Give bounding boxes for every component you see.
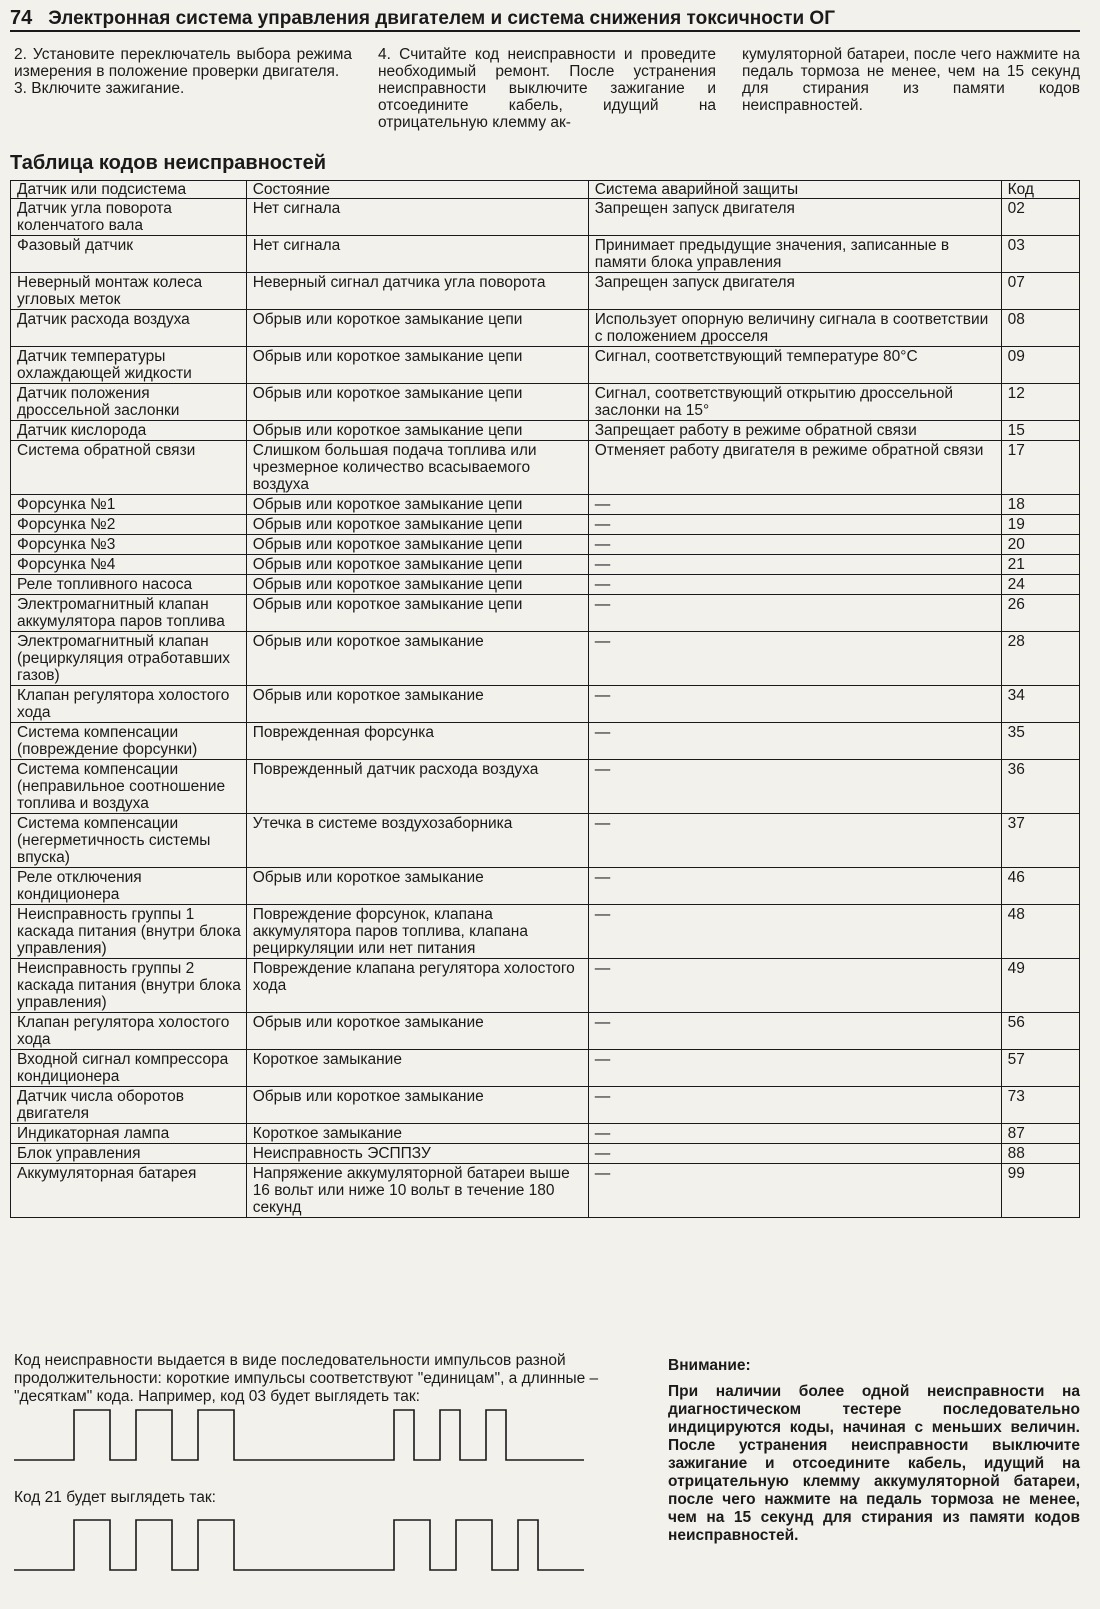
cell-protection: Запрещает работу в режиме обратной связи	[588, 421, 1001, 441]
cell-state: Обрыв или короткое замыкание цепи	[246, 495, 588, 515]
attention-note	[668, 1357, 1080, 1545]
cell-sensor: Датчик положения дроссельной заслонки	[11, 384, 247, 421]
page-number: 74	[10, 7, 33, 29]
cell-code: 09	[1001, 347, 1079, 384]
cell-protection: Использует опорную величину сигнала в соответствии с положением дросселя	[588, 310, 1001, 347]
cell-state: Неверный сигнал датчика угла поворота	[246, 273, 588, 310]
cell-state: Обрыв или короткое замыкание цепи	[246, 555, 588, 575]
cell-code: 56	[1001, 1013, 1079, 1050]
cell-state: Обрыв или короткое замыкание	[246, 632, 588, 686]
cell-state: Повреждение клапана регулятора холостого хода	[246, 959, 588, 1013]
cell-protection: —	[588, 814, 1001, 868]
cell-code: 37	[1001, 814, 1079, 868]
table-row	[11, 384, 1080, 421]
cell-sensor: Датчик расхода воздуха	[11, 310, 247, 347]
table-row	[11, 236, 1080, 273]
cell-protection: —	[588, 555, 1001, 575]
page-header	[10, 0, 1080, 32]
header-protection: Система аварийной защиты	[588, 181, 1001, 199]
cell-sensor: Индикаторная лампа	[11, 1124, 247, 1144]
table-body	[11, 199, 1080, 1218]
cell-sensor: Форсунка №1	[11, 495, 247, 515]
cell-state: Утечка в системе воздухозаборника	[246, 814, 588, 868]
cell-protection: —	[588, 515, 1001, 535]
pulse-diagram-code-03	[14, 1404, 584, 1466]
cell-code: 57	[1001, 1050, 1079, 1087]
cell-protection: —	[588, 632, 1001, 686]
cell-protection: —	[588, 535, 1001, 555]
cell-code: 20	[1001, 535, 1079, 555]
cell-code: 26	[1001, 595, 1079, 632]
cell-code: 08	[1001, 310, 1079, 347]
cell-protection: Сигнал, соответствующий температуре 80°С	[588, 347, 1001, 384]
cell-protection: Отменяет работу двигателя в режиме обратной связи	[588, 441, 1001, 495]
cell-state: Нет сигнала	[246, 236, 588, 273]
cell-protection: —	[588, 1013, 1001, 1050]
cell-protection: —	[588, 868, 1001, 905]
cell-code: 12	[1001, 384, 1079, 421]
table-row	[11, 347, 1080, 384]
cell-sensor: Электромагнитный клапан аккумулятора паров топлива	[11, 595, 247, 632]
table-row	[11, 868, 1080, 905]
cell-code: 28	[1001, 632, 1079, 686]
table-row	[11, 555, 1080, 575]
cell-code: 19	[1001, 515, 1079, 535]
cell-protection: —	[588, 723, 1001, 760]
table-row	[11, 535, 1080, 555]
table-row	[11, 632, 1080, 686]
cell-code: 24	[1001, 575, 1079, 595]
cell-state: Обрыв или короткое замыкание цепи	[246, 384, 588, 421]
cell-state: Короткое замыкание	[246, 1124, 588, 1144]
pulse-explanation: Код неисправности выдается в виде последовательности импульсов разной продолжительности: короткие импульсы соответствуют "единицам", а длинные – "десяткам" кода. Например, код 03 будет выглядеть так:	[14, 1352, 599, 1405]
cell-protection: Сигнал, соответствующий открытию дроссельной заслонки на 15°	[588, 384, 1001, 421]
cell-code: 02	[1001, 199, 1079, 236]
table-title: Таблица кодов неисправностей	[10, 152, 327, 174]
cell-state: Обрыв или короткое замыкание цепи	[246, 515, 588, 535]
cell-state: Обрыв или короткое замыкание	[246, 686, 588, 723]
header-code: Код	[1001, 181, 1079, 199]
cell-sensor: Система компенсации (повреждение форсунки)	[11, 723, 247, 760]
cell-state: Обрыв или короткое замыкание цепи	[246, 310, 588, 347]
cell-state: Обрыв или короткое замыкание цепи	[246, 347, 588, 384]
pulse-waveform	[14, 1520, 584, 1570]
cell-sensor: Форсунка №2	[11, 515, 247, 535]
cell-state: Напряжение аккумуляторной батареи выше 16 вольт или ниже 10 вольт в течение 180 секунд	[246, 1164, 588, 1218]
cell-sensor: Форсунка №4	[11, 555, 247, 575]
cell-code: 21	[1001, 555, 1079, 575]
table-row	[11, 310, 1080, 347]
table-row	[11, 1087, 1080, 1124]
cell-code: 46	[1001, 868, 1079, 905]
table-row	[11, 273, 1080, 310]
cell-state: Короткое замыкание	[246, 1050, 588, 1087]
table-row	[11, 595, 1080, 632]
note-title: Внимание:	[668, 1357, 751, 1374]
cell-state: Обрыв или короткое замыкание	[246, 1087, 588, 1124]
cell-protection: —	[588, 905, 1001, 959]
cell-code: 49	[1001, 959, 1079, 1013]
cell-sensor: Блок управления	[11, 1144, 247, 1164]
cell-sensor: Система компенсации (негерметичность системы впуска)	[11, 814, 247, 868]
cell-sensor: Аккумуляторная батарея	[11, 1164, 247, 1218]
table-row	[11, 1124, 1080, 1144]
table-row	[11, 760, 1080, 814]
cell-protection: —	[588, 595, 1001, 632]
cell-sensor: Система компенсации (неправильное соотношение топлива и воздуха	[11, 760, 247, 814]
cell-state: Обрыв или короткое замыкание цепи	[246, 575, 588, 595]
cell-state: Слишком большая подача топлива или чрезмерное количество всасываемого воздуха	[246, 441, 588, 495]
cell-state: Обрыв или короткое замыкание цепи	[246, 595, 588, 632]
cell-code: 99	[1001, 1164, 1079, 1218]
cell-sensor: Клапан регулятора холостого хода	[11, 686, 247, 723]
cell-protection: —	[588, 1144, 1001, 1164]
cell-code: 35	[1001, 723, 1079, 760]
table-row	[11, 1164, 1080, 1218]
cell-protection: —	[588, 575, 1001, 595]
intro-column-1: 2. Установите переключатель выбора режима измерения в положение проверки двигателя. 3. Включите зажигание.	[14, 46, 352, 97]
cell-protection: —	[588, 1164, 1001, 1218]
cell-sensor: Фазовый датчик	[11, 236, 247, 273]
table-row	[11, 515, 1080, 535]
cell-code: 36	[1001, 760, 1079, 814]
table-row	[11, 905, 1080, 959]
cell-sensor: Система обратной связи	[11, 441, 247, 495]
cell-state: Обрыв или короткое замыкание	[246, 1013, 588, 1050]
cell-state: Неисправность ЭСППЗУ	[246, 1144, 588, 1164]
cell-state: Обрыв или короткое замыкание цепи	[246, 421, 588, 441]
cell-sensor: Входной сигнал компрессора кондиционера	[11, 1050, 247, 1087]
fault-code-table	[10, 180, 1080, 1218]
pulse-diagram-code-21	[14, 1514, 584, 1576]
intro-instructions	[14, 46, 1080, 131]
cell-sensor: Реле отключения кондиционера	[11, 868, 247, 905]
intro-column-2: 4. Считайте код неисправности и проведите необходимый ремонт. После устранения неисправности выключите зажигание и отсоедините кабель, идущий на отрицательную клемму ак-	[378, 46, 716, 131]
cell-code: 15	[1001, 421, 1079, 441]
cell-state: Поврежденный датчик расхода воздуха	[246, 760, 588, 814]
cell-protection: Запрещен запуск двигателя	[588, 199, 1001, 236]
cell-protection: Запрещен запуск двигателя	[588, 273, 1001, 310]
table-row	[11, 441, 1080, 495]
cell-code: 18	[1001, 495, 1079, 515]
cell-sensor: Датчик температуры охлаждающей жидкости	[11, 347, 247, 384]
cell-state: Обрыв или короткое замыкание	[246, 868, 588, 905]
table-row	[11, 686, 1080, 723]
cell-code: 03	[1001, 236, 1079, 273]
cell-sensor: Датчик числа оборотов двигателя	[11, 1087, 247, 1124]
cell-state: Поврежденная форсунка	[246, 723, 588, 760]
cell-protection: —	[588, 495, 1001, 515]
table-row	[11, 199, 1080, 236]
table-row	[11, 959, 1080, 1013]
cell-code: 73	[1001, 1087, 1079, 1124]
pulse-caption-code-21: Код 21 будет выглядеть так:	[14, 1489, 216, 1506]
pulse-waveform	[14, 1410, 584, 1460]
table-row	[11, 575, 1080, 595]
header-sensor: Датчик или подсистема	[11, 181, 247, 199]
cell-code: 17	[1001, 441, 1079, 495]
cell-code: 07	[1001, 273, 1079, 310]
table-row	[11, 814, 1080, 868]
table-header-row	[11, 181, 1080, 199]
cell-code: 87	[1001, 1124, 1079, 1144]
cell-sensor: Реле топливного насоса	[11, 575, 247, 595]
cell-protection: —	[588, 760, 1001, 814]
table-row	[11, 1144, 1080, 1164]
cell-protection: —	[588, 959, 1001, 1013]
cell-code: 34	[1001, 686, 1079, 723]
running-title: Электронная система управления двигателем и система снижения токсичности ОГ	[48, 8, 835, 29]
table-row	[11, 421, 1080, 441]
cell-protection: —	[588, 1124, 1001, 1144]
cell-sensor: Неисправность группы 2 каскада питания (внутри блока управления)	[11, 959, 247, 1013]
table-row	[11, 723, 1080, 760]
table-row	[11, 1050, 1080, 1087]
table-row	[11, 495, 1080, 515]
cell-sensor: Электромагнитный клапан (рециркуляция отработавших газов)	[11, 632, 247, 686]
table-row	[11, 1013, 1080, 1050]
cell-protection: —	[588, 1050, 1001, 1087]
intro-column-3: кумуляторной батареи, после чего нажмите на педаль тормоза не менее, чем на 15 секунд для стирания из памяти кодов неисправностей.	[742, 46, 1080, 114]
header-state: Состояние	[246, 181, 588, 199]
cell-protection: —	[588, 1087, 1001, 1124]
cell-sensor: Датчик кислорода	[11, 421, 247, 441]
cell-state: Нет сигнала	[246, 199, 588, 236]
cell-state: Обрыв или короткое замыкание цепи	[246, 535, 588, 555]
cell-code: 48	[1001, 905, 1079, 959]
cell-sensor: Неверный монтаж колеса угловых меток	[11, 273, 247, 310]
cell-state: Повреждение форсунок, клапана аккумулятора паров топлива, клапана рециркуляции или нет питания	[246, 905, 588, 959]
cell-protection: Принимает предыдущие значения, записанные в памяти блока управления	[588, 236, 1001, 273]
cell-protection: —	[588, 686, 1001, 723]
cell-sensor: Датчик угла поворота коленчатого вала	[11, 199, 247, 236]
cell-sensor: Форсунка №3	[11, 535, 247, 555]
cell-code: 88	[1001, 1144, 1079, 1164]
cell-sensor: Клапан регулятора холостого хода	[11, 1013, 247, 1050]
note-text: При наличии более одной неисправности на диагностическом тестере последовательно индицируются коды, начиная с меньших величин. После устранения неисправности выключите зажигание и отсоедините кабель, идущий на отрицательную клемму аккумуляторной батареи, после чего нажмите на педаль тормоза не менее, чем на 15 секунд для стирания из памяти кодов неисправностей.	[668, 1383, 1080, 1544]
cell-sensor: Неисправность группы 1 каскада питания (внутри блока управления)	[11, 905, 247, 959]
